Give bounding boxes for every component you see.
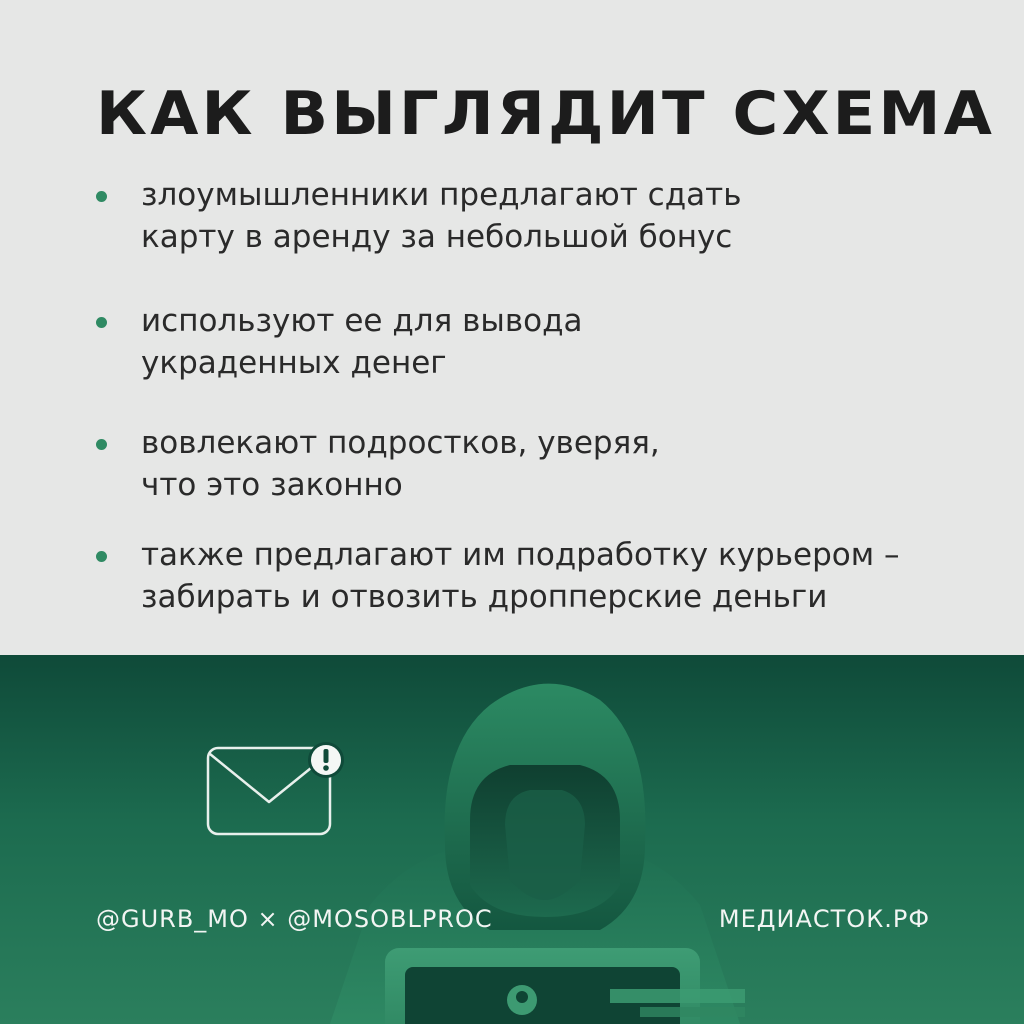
list-item-line1: также предлагают им подработку курьером – (141, 537, 900, 573)
illustration-panel (0, 655, 1024, 1024)
bullet-dot (96, 191, 107, 202)
alert-icon (308, 742, 344, 778)
list-item-line2: украденных денег (141, 345, 447, 381)
bullet-dot (96, 439, 107, 450)
list-item-line2: что это законно (141, 467, 403, 503)
list-item-line1: используют ее для вывода (141, 303, 583, 339)
list-item-line2: забирать и отвозить дропперские деньги (141, 579, 828, 615)
envelope-icon (206, 740, 351, 840)
bullet-dot (96, 551, 107, 562)
list-item-line2: карту в аренду за небольшой бонус (141, 219, 733, 255)
hooded-figure (0, 655, 1024, 1024)
page-title: КАК ВЫГЛЯДИТ СХЕМА (96, 79, 996, 149)
bullet-dot (96, 317, 107, 328)
site-link[interactable]: МЕДИАСТОК.РФ (718, 905, 930, 933)
list-item-line1: вовлекают подростков, уверяя, (141, 425, 660, 461)
social-handles: @GURB_MO × @MOSOBLPROC (96, 905, 493, 933)
list-item-line1: злоумышленники предлагают сдать (141, 177, 742, 213)
